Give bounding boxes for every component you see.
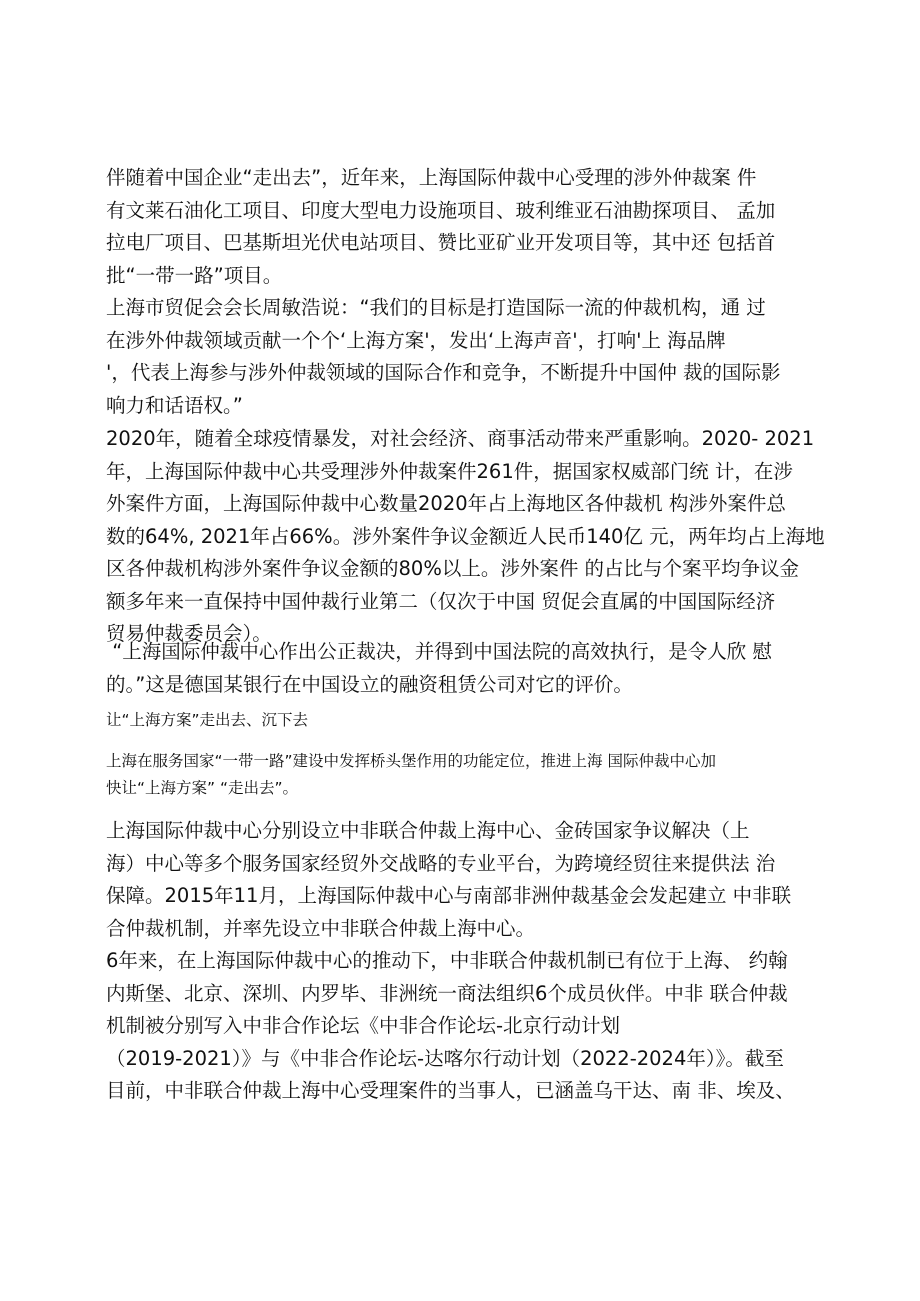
text-line: 的。”这是德国某银行在中国设立的融资租赁公司对它的评价。 <box>106 672 633 696</box>
text-line: 目前，中非联合仲裁上海中心受理案件的当事人，已涵盖乌干达、南 非、埃及、 <box>106 1079 795 1102</box>
section-heading-text: 让“上海方案”走出去、沉下去 <box>106 711 309 729</box>
text-line: （2019-2021）》与《中非合作论坛-达喀尔行动计划（2022-2024年）》。截至 <box>106 1046 784 1070</box>
text-line: 数的64%, 2021年占66%。涉外案件争议金额近人民币140亿 元，两年均占上海地 <box>106 524 825 548</box>
text-line: 拉电厂项目、巴基斯坦光伏电站项目、赞比亚矿业开发项目等，其中还 包括首 <box>106 231 776 254</box>
text-line: 响力和话语权。” <box>106 393 243 417</box>
text-line: 合仲裁机制，并率先设立中非联合仲裁上海中心。 <box>106 916 536 940</box>
text-line: 批“一带一路”项目。 <box>106 263 283 287</box>
text-line: “上海国际仲裁中心作出公正裁决，并得到中国法院的高效执行，是令人欣 慰 <box>106 640 772 663</box>
text-line: 上海国际仲裁中心分别设立中非联合仲裁上海中心、金砖国家争议解决（上 <box>106 819 750 842</box>
text-line: 额多年来一直保持中国仲裁行业第二（仅次于中国 贸促会直属的中国国际经济 <box>106 589 776 613</box>
paragraph-president-quote <box>106 292 826 422</box>
text-line: 海）中心等多个服务国家经贸外交战略的专业平台，为跨境经贸往来提供法 治 <box>106 851 776 875</box>
section-heading <box>106 707 826 734</box>
text-line: '，代表上海参与涉外仲裁领域的国际合作和竞争，不断提升中国仲 裁的国际影 <box>106 361 781 384</box>
text-line: 年，上海国际仲裁中心共受理涉外仲裁案件261件，据国家权威部门统 计，在涉 <box>106 459 793 483</box>
text-line: 6年来，在上海国际仲裁中心的推动下，中非联合仲裁机制已有位于上海、 约翰 <box>106 949 788 972</box>
paragraph-statistics <box>106 423 826 651</box>
paragraph-going-global <box>106 162 826 292</box>
text-line: 有文莱石油化工项目、印度大型电力设施项目、玻利维亚石油勘探项目、 孟加 <box>106 198 776 222</box>
paragraph-china-africa <box>106 945 826 1108</box>
paragraph-bank-evaluation <box>106 636 826 701</box>
text-line: 在涉外仲裁领域贡献一个个‘上海方案'，发出‘上海声音'，打响'上 海品牌 <box>106 328 726 352</box>
text-line: 伴随着中国企业“走出去”，近年来，上海国际仲裁中心受理的涉外仲裁案 件 <box>106 166 757 189</box>
text-line: 上海在服务国家“一带一路”建设中发挥桥头堡作用的功能定位，推进上海 国际仲裁中心加 <box>106 752 716 770</box>
text-line: 上海市贸促会会长周敏浩说：“我们的目标是打造国际一流的仲裁机构，通 过 <box>106 296 766 319</box>
paragraph-bridgehead <box>106 748 826 802</box>
text-line: 快让“上海方案” “走出去”。 <box>106 779 299 797</box>
text-line: 保障。2015年11月，上海国际仲裁中心与南部非洲仲裁基金会发起建立 中非联 <box>106 884 792 907</box>
text-line: 外案件方面，上海国际仲裁中心数量2020年占上海地区各仲裁机 构涉外案件总 <box>106 492 786 515</box>
text-line: 内斯堡、北京、深圳、内罗毕、非洲统一商法组织6个成员伙伴。中非 联合仲裁 <box>106 981 788 1005</box>
text-line: 2020年，随着全球疫情暴发，对社会经济、商事活动带来严重影响。2020- 2021 <box>106 427 815 450</box>
text-line: 机制被分别写入中非合作论坛《中非合作论坛-北京行动计划 <box>106 1014 621 1037</box>
text-line: 贸易仲裁委员会）。 <box>106 622 272 645</box>
paragraph-platforms <box>106 815 826 945</box>
text-line: 区各仲裁机构涉外案件争议金额的80%以上。涉外案件 的占比与个案平均争议金 <box>106 557 800 580</box>
